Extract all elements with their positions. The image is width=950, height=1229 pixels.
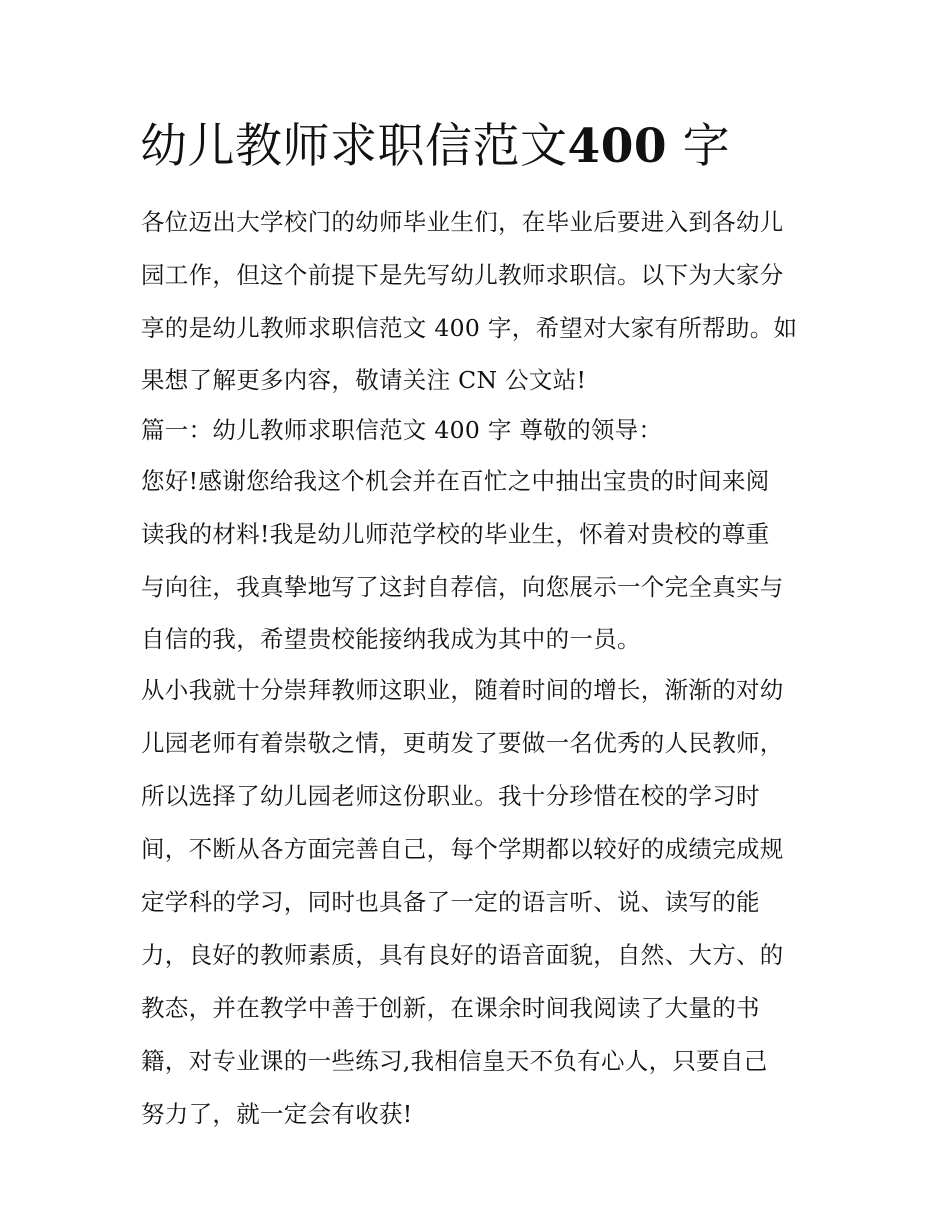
- paragraph-line: 教态，并在教学中善于创新，在课余时间我阅读了大量的书: [141, 994, 760, 1022]
- paragraph-line: 享的是幼儿教师求职信范文 400 字，希望对大家有所帮助。如: [141, 314, 798, 342]
- title-suffix: 字: [682, 119, 731, 174]
- paragraph-line: 园工作，但这个前提下是先写幼儿教师求职信。以下为大家分: [141, 261, 784, 289]
- paragraph-line: 所以选择了幼儿园老师这份职业。我十分珍惜在校的学习时: [141, 782, 760, 810]
- document-title: [140, 112, 840, 182]
- paragraph-line: 与向往，我真挚地写了这封自荐信，向您展示一个完全真实与: [141, 573, 784, 601]
- paragraph-line: 儿园老师有着崇敬之情，更萌发了要做一名优秀的人民教师，: [141, 729, 784, 757]
- paragraph-line: 努力了，就一定会有收获!: [141, 1100, 413, 1128]
- paragraph-line: 自信的我，希望贵校能接纳我成为其中的一员。: [141, 625, 641, 653]
- paragraph-line: 定学科的学习，同时也具备了一定的语言听、说、读写的能: [141, 888, 760, 916]
- paragraph-line: 籍，对专业课的一些练习,我相信皇天不负有心人，只要自己: [141, 1047, 768, 1075]
- paragraph-line: 力，良好的教师素质，具有良好的语音面貌，自然、大方、的: [141, 941, 784, 969]
- document-body: [141, 196, 821, 1141]
- title-main: 幼儿教师求职信范文: [140, 119, 568, 174]
- section-heading-line: 篇一：幼儿教师求职信范文 400 字 尊敬的领导：: [141, 416, 663, 444]
- paragraph-line: 读我的材料!我是幼儿师范学校的毕业生，怀着对贵校的尊重: [141, 520, 770, 548]
- paragraph-line: 从小我就十分崇拜教师这职业，随着时间的增长，渐渐的对幼: [141, 676, 784, 704]
- paragraph-line: 间，不断从各方面完善自己，每个学期都以较好的成绩完成规: [141, 835, 784, 863]
- title-number: 400: [567, 119, 668, 174]
- paragraph-line: 各位迈出大学校门的幼师毕业生们，在毕业后要进入到各幼儿: [141, 208, 784, 236]
- paragraph-line: 果想了解更多内容，敬请关注 CN 公文站!: [141, 366, 587, 394]
- paragraph-line: 您好!感谢您给我这个机会并在百忙之中抽出宝贵的时间来阅: [141, 467, 770, 495]
